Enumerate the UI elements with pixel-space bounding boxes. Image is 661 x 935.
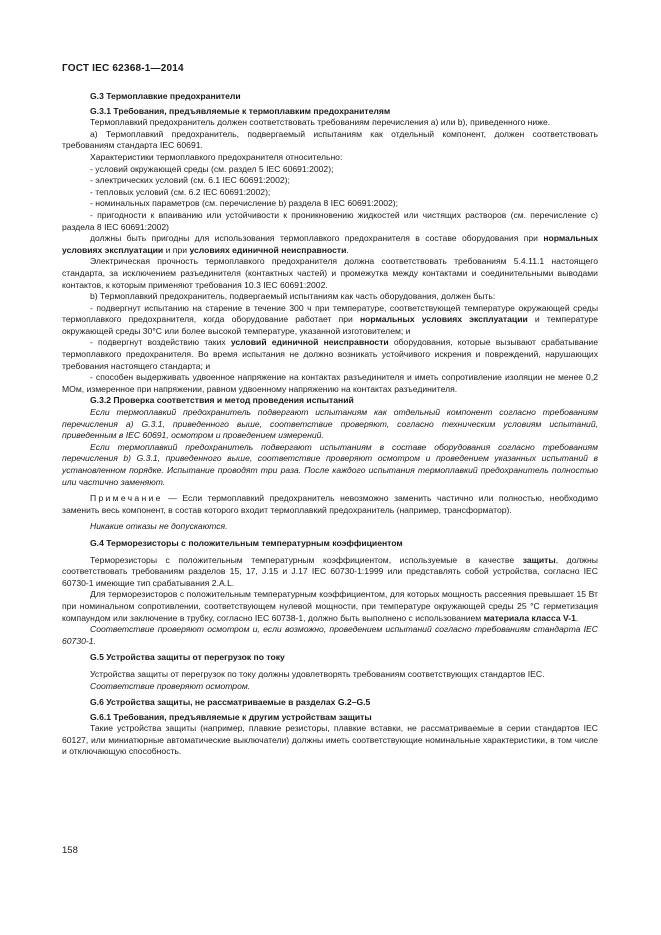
paragraph: Электрическая прочность термоплавкого предохранителя должна соответствовать требованиям 5.4.11.1 настоящего стандарта, за исключением разъединителя (контактных частей) и промежутка между контактами и соединительными выводами контактов, к которым применяют требования 10.3 IEC 60691:2002. (62, 256, 598, 290)
paragraph-compliance: Если термоплавкий предохранитель подвергают испытаниям в составе оборудования согласно требованиям перечисления b) G.3.1, приведенного выше, соответствие проверяют осмотром и проведением указанных испытаний в установленном порядке. Испытание проводят три раза. После каждого испытания термоплавкий предохранитель полностью или частично заменяют. (62, 441, 598, 487)
section-g5-title: G.5 Устройства защиты от перегрузок по току (90, 652, 285, 663)
list-item: - подвергнут воздействию таких условий единичной неисправности оборудования, которые вызывают срабатывание термоплавкого предохранителя. Во время испытания не должно возникать устойчивого искрения и повреждений, нарушающих требования настоящего стандарта; и (62, 337, 598, 371)
list-item: - номинальных параметров (см. перечисление b) раздела 8 IEC 60691:2002); (90, 198, 399, 209)
section-g31-title: G.3.1 Требования, предъявляемые к термоплавким предохранителям (90, 105, 391, 116)
paragraph: Характеристики термоплавкого предохранителя относительно: (90, 151, 343, 162)
paragraph-compliance: Соответствие проверяют осмотром. (90, 680, 251, 691)
list-item: - электрических условий (см. 6.1 IEC 60691:2002); (90, 175, 290, 186)
list-item: - подвергнут испытанию на старение в течение 300 ч при температуре, соответствующей температуре окружающей среды термоплавкого предохранителя, когда оборудование работает при нормальных условиях эксплуатации и температуре окружающей среды 30°С или более высокой температуре, указанной изготовителем; и (62, 302, 598, 336)
paragraph: должны быть пригодны для использования термоплавкого предохранителя в составе оборудования при нормальных условиях эксплуатации и при условиях единичной неисправности. (62, 233, 598, 255)
paragraph: Термоплавкий предохранитель должен соответствовать требованиям перечисления a) или b), приведенного ниже. (90, 117, 551, 128)
list-item: - пригодности к впаиванию или устойчивости к проникновению жидкостей или чистящих растворов (см. перечисление c) раздела 8 IEC 60691:2002) (62, 209, 598, 232)
list-item: - тепловых условий (см. 6.2 IEC 60691:2002); (90, 186, 271, 197)
section-g4-title: G.4 Терморезисторы с положительным температурным коэффициентом (90, 537, 403, 548)
page-number: 158 (62, 845, 78, 856)
section-g6-title: G.6 Устройства защиты, не рассматриваемые в разделах G.2–G.5 (90, 697, 371, 708)
list-item: - способен выдерживать удвоенное напряжение на контактах разъединителя и иметь сопротивление изоляции не менее 0,2 МОм, измеренное при напряжении, равном удвоенному напряжению на контактах разъединителя. (62, 372, 598, 394)
paragraph: Для терморезисторов с положительным температурным коэффициентом, для которых мощность рассеяния превышает 15 Вт при номинальном сопротивлении, соответствующем нулевой мощности, при температуре окружающей среды 25 °С герметизация компаундом или заключение в трубку, согласно IEC 60738-1, должно быть выполнено с использованием материала класса V-1. (62, 589, 598, 623)
paragraph-compliance: Если термоплавкий предохранитель подвергают испытаниям как отдельный компонент согласно требованиям перечисления a) G.3.1, приведенного выше, соответствие проверяют, согласно техническим условиям испытаний, приведенным в IEC 60691, осмотром и проведением измерений. (62, 407, 598, 441)
paragraph: Терморезисторы с положительным температурным коэффициентом, используемые в качестве защиты, должны соответствовать требованиям разделов 15, 17, J.15 и J.17 IEC 60730-1:1999 или представлять собой устройства, согласно IEC 60730-1 имеющие тип срабатывания 2.A.L. (62, 554, 598, 588)
paragraph-compliance: Никакие отказы не допускаются. (90, 521, 228, 532)
section-g3-title: G.3 Термоплавкие предохранители (90, 91, 241, 101)
paragraph-compliance: Соответствие проверяют осмотром и, если возможно, проведением испытаний согласно требованиям стандарта IEC 60730-1. (62, 624, 598, 646)
list-item: - условий окружающей среды (см. раздел 5 IEC 60691:2002); (90, 163, 334, 174)
section-g61-title: G.6.1 Требования, предъявляемые к другим устройствам защиты (90, 711, 372, 722)
paragraph: a) Термоплавкий предохранитель, подвергаемый испытаниям как отдельный компонент, должен соответствовать требованиям стандарта IEC 60691. (62, 128, 598, 151)
section-g32-title: G.3.2 Проверка соответствия и метод проведения испытаний (90, 395, 354, 406)
page-content (62, 91, 598, 758)
note-label: Примечание (90, 493, 163, 504)
paragraph: b) Термоплавкий предохранитель, подвергаемый испытаниям как часть оборудования, должен быть: (90, 291, 496, 302)
note: Примечание — Если термоплавкий предохранитель невозможно заменить частично или полностью, необходимо заменить весь компонент, в состав которого входит термоплавкий предохранитель (например, трансформатор). (62, 493, 598, 515)
paragraph: Такие устройства защиты (например, плавкие резисторы, плавкие вставки, не рассматриваемые в серии стандартов IEC 60127, или миниатюрные автоматические выключатели) должны иметь соответствующие номинальные характеристики, в том числе и отключающую способность. (62, 723, 598, 757)
paragraph: Устройства защиты от перегрузок по току должны удовлетворять требованиям соответствующих стандартов IEC. (90, 668, 545, 679)
document-header: ГОСТ IEC 62368-1—2014 (62, 63, 184, 74)
